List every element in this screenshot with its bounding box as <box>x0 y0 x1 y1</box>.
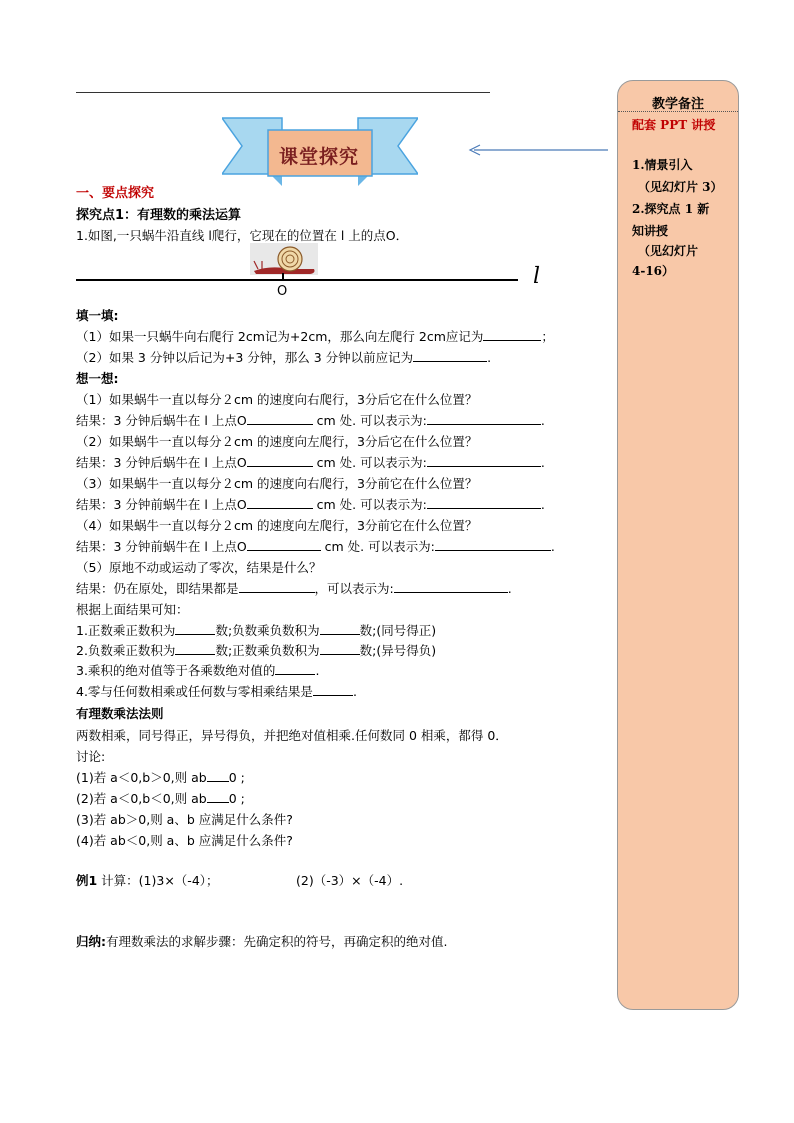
notes-divider <box>618 111 738 112</box>
notes-line: 2.探究点 1 新 <box>632 202 710 216</box>
think-r4: 结果：3 分钟前蜗牛在 l 上点O cm 处. 可以表示为: . <box>76 539 555 554</box>
think-r1: 结果：3 分钟后蜗牛在 l 上点O cm 处. 可以表示为: . <box>76 413 545 428</box>
notes-header: 教学备注 <box>651 97 704 112</box>
answer-blank[interactable] <box>483 328 541 341</box>
notes-line: （见幻灯片 <box>638 244 699 258</box>
discuss-1: (1)若 a＜0,b＞0,则 ab 0 ; <box>76 770 245 785</box>
snail-icon <box>250 243 318 275</box>
header-rule <box>76 92 490 93</box>
think-title: 想一想: <box>76 371 119 386</box>
think-q5: （5）原地不动或运动了零次，结果是什么？ <box>76 560 322 575</box>
point-title: 探究点1：有理数的乘法运算 <box>76 208 242 223</box>
answer-blank[interactable] <box>275 662 315 675</box>
discuss-title: 讨论: <box>76 749 106 764</box>
answer-blank[interactable] <box>427 496 541 509</box>
answer-blank[interactable] <box>239 580 315 593</box>
example-1: 例1 计算：(1)3×（-4）； <box>76 873 219 888</box>
notes-line: （见幻灯片 3） <box>638 180 723 194</box>
think-r2: 结果：3 分钟后蜗牛在 l 上点O cm 处. 可以表示为: . <box>76 455 545 470</box>
rule-title: 有理数乘法法则 <box>76 706 164 721</box>
origin-label: O <box>277 284 288 299</box>
notes-line: 知讲授 <box>632 224 669 238</box>
discuss-3: (3)若 ab＞0,则 a、b 应满足什么条件? <box>76 812 293 827</box>
discuss-4: (4)若 ab＜0,则 a、b 应满足什么条件? <box>76 833 293 848</box>
answer-blank[interactable] <box>175 642 215 655</box>
conclude-2: 2.负数乘正数积为 数;正数乘负数积为 数;(异号得负) <box>76 643 437 658</box>
answer-blank[interactable] <box>247 454 313 467</box>
answer-blank[interactable] <box>175 622 215 635</box>
think-q1: （1）如果蜗牛一直以每分２cm 的速度向右爬行，3分后它在什么位置？ <box>76 392 478 407</box>
conclude-4: 4.零与任何数相乘或任何数与零相乘结果是 . <box>76 684 357 699</box>
section-title: 一、要点探究 <box>76 186 155 201</box>
answer-blank[interactable] <box>247 412 313 425</box>
answer-blank[interactable] <box>427 412 541 425</box>
think-q3: （3）如果蜗牛一直以每分２cm 的速度向右爬行，3分前它在什么位置？ <box>76 476 478 491</box>
think-r5: 结果：仍在原处，即结果都是 ，可以表示为: . <box>76 581 512 596</box>
teaching-notes-panel <box>617 80 739 1010</box>
conclude-3: 3.乘积的绝对值等于各乘数绝对值的 . <box>76 663 320 678</box>
fill-title: 填一填: <box>76 308 119 323</box>
intro-text: 1.如图,一只蜗牛沿直线 l爬行，它现在的位置在 l 上的点O． <box>76 228 409 243</box>
notes-line: 1.情景引入 <box>632 158 693 172</box>
example-2: (2)（-3）×（-4）. <box>296 873 404 888</box>
answer-blank[interactable] <box>313 683 353 696</box>
think-q2: （2）如果蜗牛一直以每分２cm 的速度向左爬行，3分后它在什么位置？ <box>76 434 478 449</box>
banner-title: 课堂探究 <box>278 146 359 168</box>
rule-text: 两数相乘，同号得正，异号得负，并把绝对值相乘.任何数同 0 相乘，都得 0． <box>76 728 508 743</box>
answer-blank[interactable] <box>427 454 541 467</box>
answer-blank[interactable] <box>320 622 360 635</box>
answer-blank[interactable] <box>247 538 321 551</box>
conclude-intro: 根据上面结果可知： <box>76 602 189 617</box>
fill-q2: （2）如果 3 分钟以后记为+3 分钟，那么 3 分钟以前应记为 . <box>76 350 492 365</box>
answer-blank[interactable] <box>394 580 508 593</box>
answer-blank[interactable] <box>413 349 487 362</box>
conclude-1: 1.正数乘正数积为 数;负数乘负数积为 数;(同号得正) <box>76 623 437 638</box>
answer-blank[interactable] <box>207 769 229 782</box>
think-r3: 结果：3 分钟前蜗牛在 l 上点O cm 处. 可以表示为: . <box>76 497 545 512</box>
answer-blank[interactable] <box>320 642 360 655</box>
number-line <box>76 279 518 281</box>
summary: 归纳:有理数乘法的求解步骤：先确定积的符号，再确定积的绝对值. <box>76 934 448 949</box>
notes-line: 配套 PPT 讲授 <box>632 118 716 132</box>
line-label: l <box>533 264 541 289</box>
arrow-left-icon <box>468 144 608 156</box>
notes-line: 4-16） <box>632 264 675 278</box>
answer-blank[interactable] <box>207 790 229 803</box>
think-q4: （4）如果蜗牛一直以每分２cm 的速度向左爬行，3分前它在什么位置？ <box>76 518 478 533</box>
answer-blank[interactable] <box>435 538 551 551</box>
fill-q1: （1）如果一只蜗牛向右爬行 2cm记为+2cm，那么向左爬行 2cm应记为 ； <box>76 329 554 344</box>
answer-blank[interactable] <box>247 496 313 509</box>
origin-tick <box>282 273 284 281</box>
discuss-2: (2)若 a＜0,b＜0,则 ab 0 ; <box>76 791 245 806</box>
